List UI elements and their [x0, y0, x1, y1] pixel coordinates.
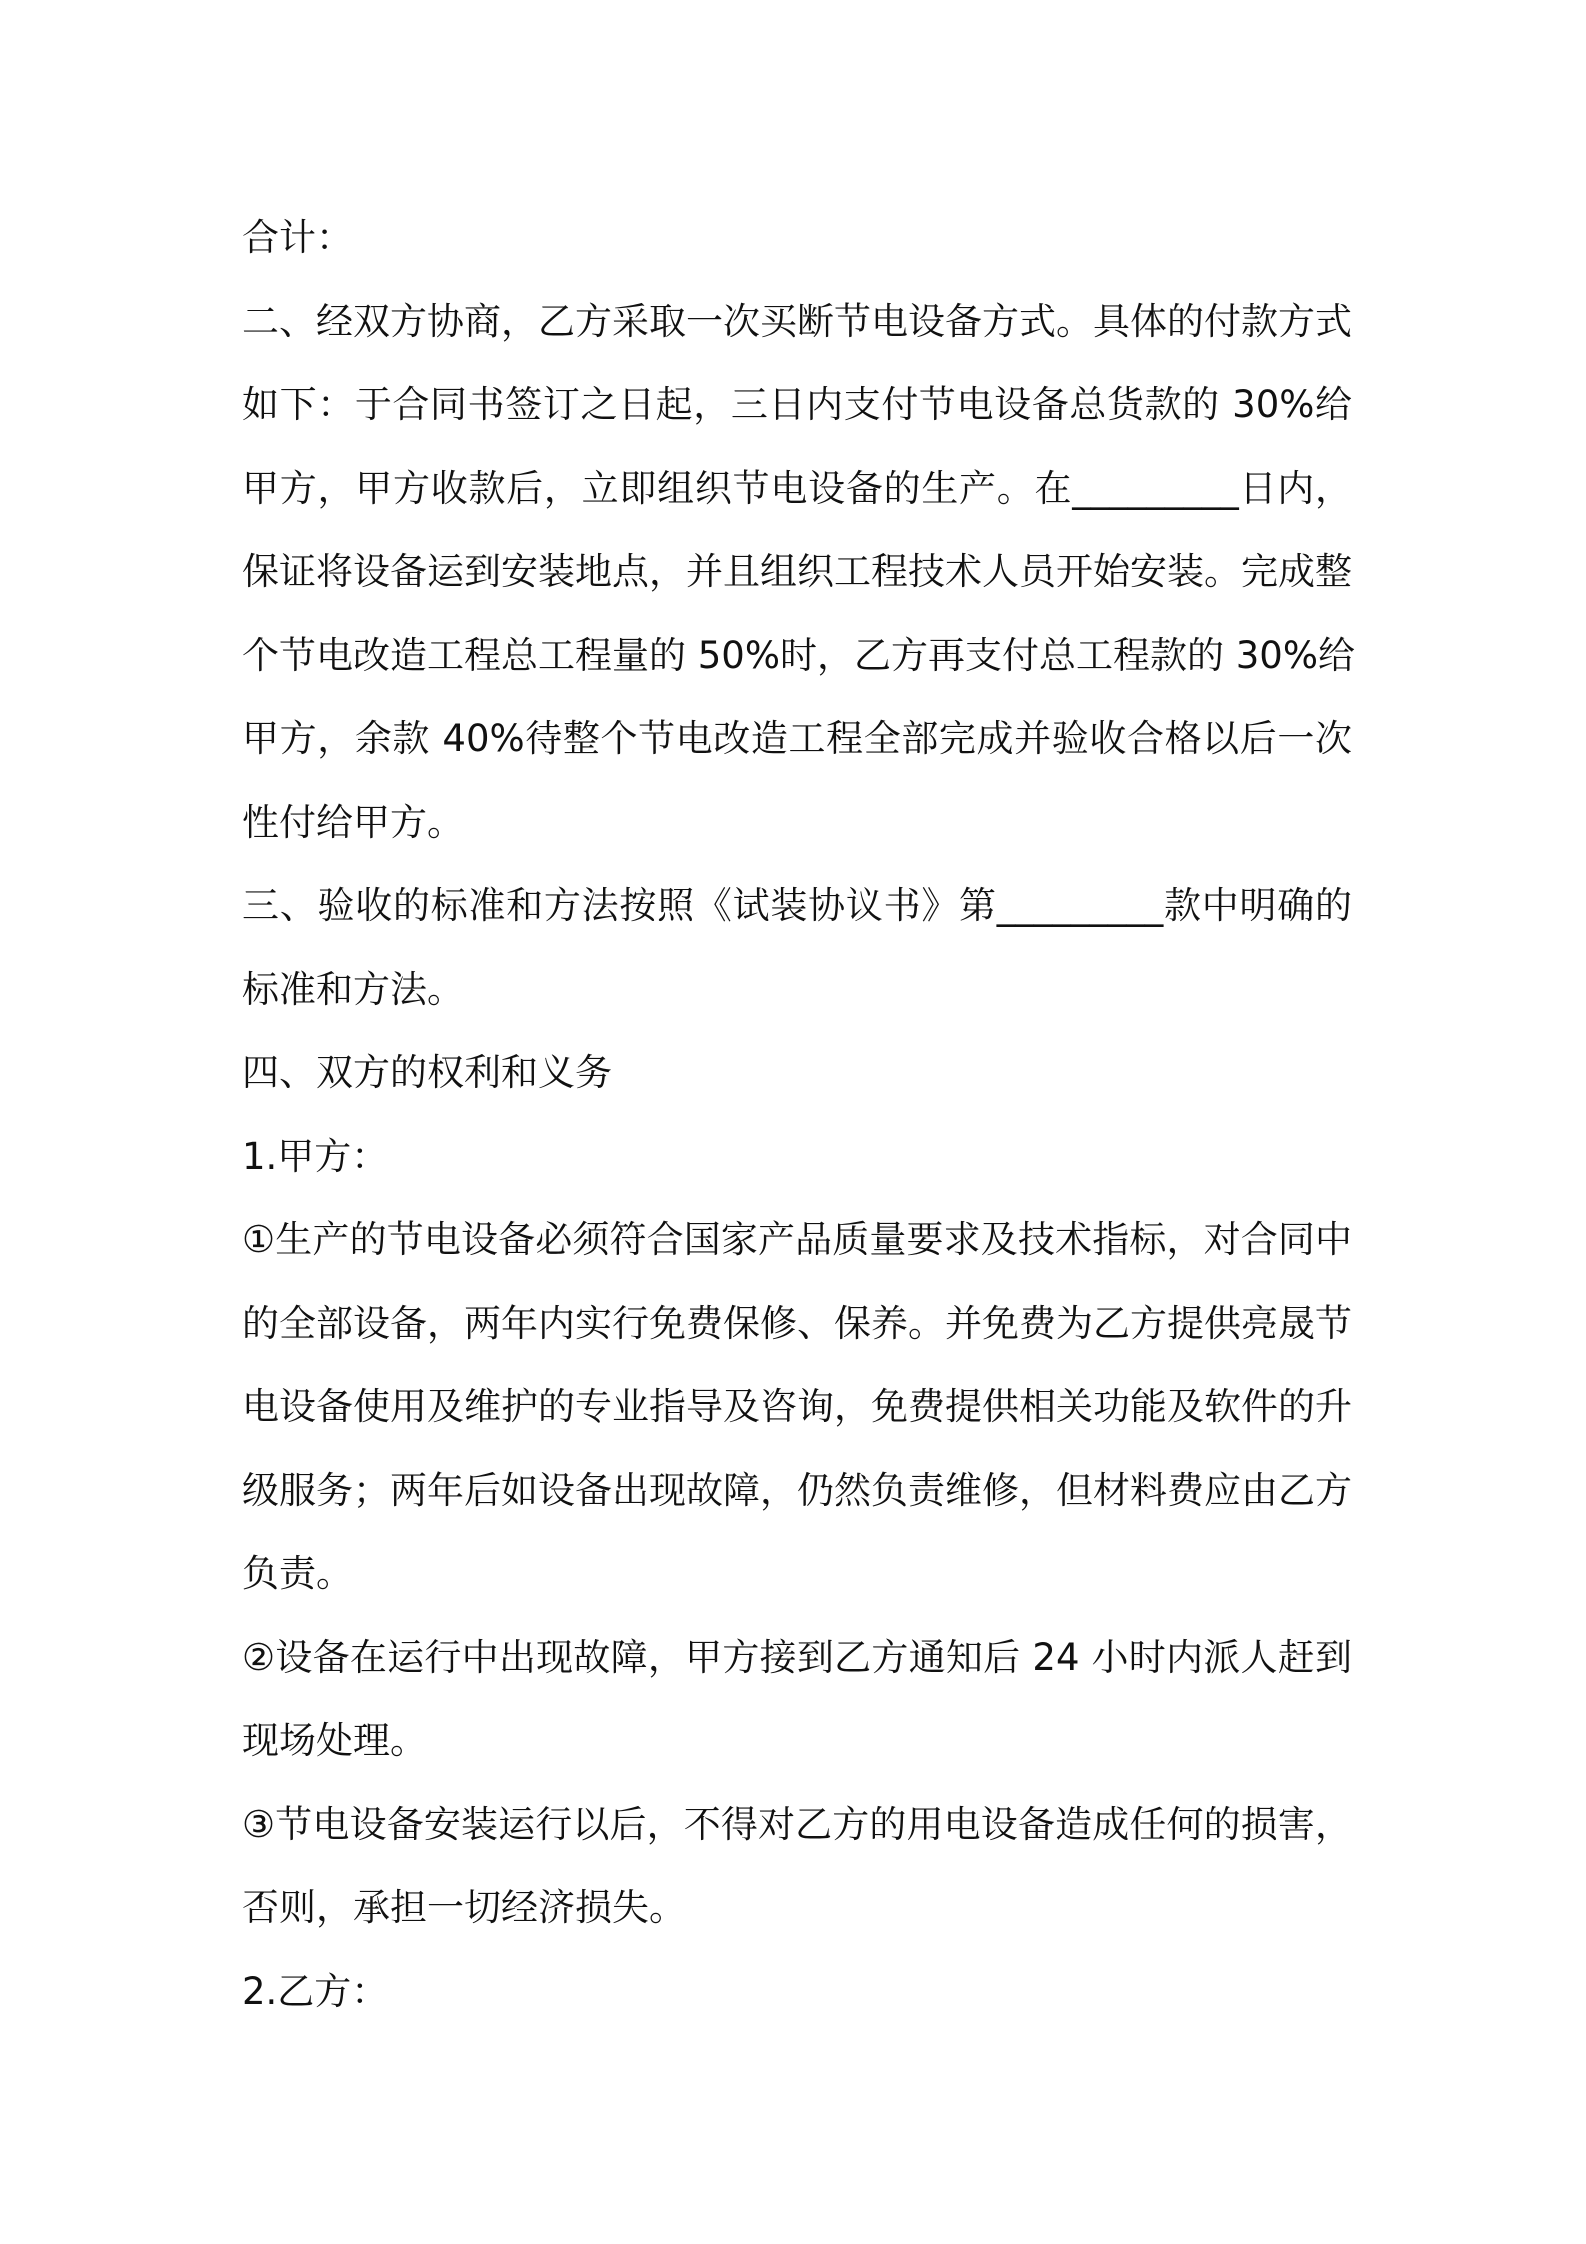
clause-2-line-4: 保证将设备运到安装地点，并且组织工程技术人员开始安装。完成整: [242, 550, 1352, 593]
clause-2-line-3: 甲方，甲方收款后，立即组织节电设备的生产。在_________日内，: [242, 466, 1352, 510]
party-a-item-3-line-2: 否则，承担一切经济损失。: [242, 1886, 686, 1929]
clause-3-line-2: 标准和方法。: [242, 967, 464, 1011]
party-a-item-2-line-1: ②设备在运行中出现故障，甲方接到乙方通知后 24 小时内派人赶到: [242, 1635, 1352, 1679]
clause-2-line-7: 性付给甲方。: [242, 800, 464, 844]
document-page: [242, 196, 1355, 2033]
clause-3-line-1: 三、验收的标准和方法按照《试装协议书》第_________款中明确的: [242, 884, 1352, 927]
party-a-item-1-line-2: 的全部设备，两年内实行免费保修、保养。并免费为乙方提供亮晟节: [242, 1301, 1352, 1345]
section-4-heading: 四、双方的权利和义务: [242, 1051, 612, 1094]
party-a-item-2-line-2: 现场处理。: [242, 1719, 427, 1762]
party-a-item-3-line-1: ③节电设备安装运行以后，不得对乙方的用电设备造成任何的损害，: [242, 1802, 1352, 1846]
party-a-item-1-line-1: ①生产的节电设备必须符合国家产品质量要求及技术指标，对合同中: [242, 1218, 1352, 1261]
party-a-item-1-line-4: 级服务；两年后如设备出现故障，仍然负责维修，但材料费应由乙方: [242, 1468, 1352, 1512]
total-label: 合计：: [242, 216, 353, 259]
party-b-heading: 2.乙方：: [242, 1969, 389, 2013]
clause-2-line-1: 二、经双方协商，乙方采取一次买断节电设备方式。具体的付款方式: [242, 299, 1352, 343]
clause-2-line-5: 个节电改造工程总工程量的 50%时，乙方再支付总工程款的 30%给: [242, 633, 1355, 677]
party-a-heading: 1.甲方：: [242, 1134, 389, 1178]
clause-2-line-6: 甲方，余款 40%待整个节电改造工程全部完成并验收合格以后一次: [242, 717, 1352, 760]
clause-2-line-2: 如下：于合同书签订之日起，三日内支付节电设备总货款的 30%给: [242, 383, 1352, 426]
party-a-item-1-line-5: 负责。: [242, 1552, 353, 1595]
party-a-item-1-line-3: 电设备使用及维护的专业指导及咨询，免费提供相关功能及软件的升: [242, 1385, 1352, 1428]
